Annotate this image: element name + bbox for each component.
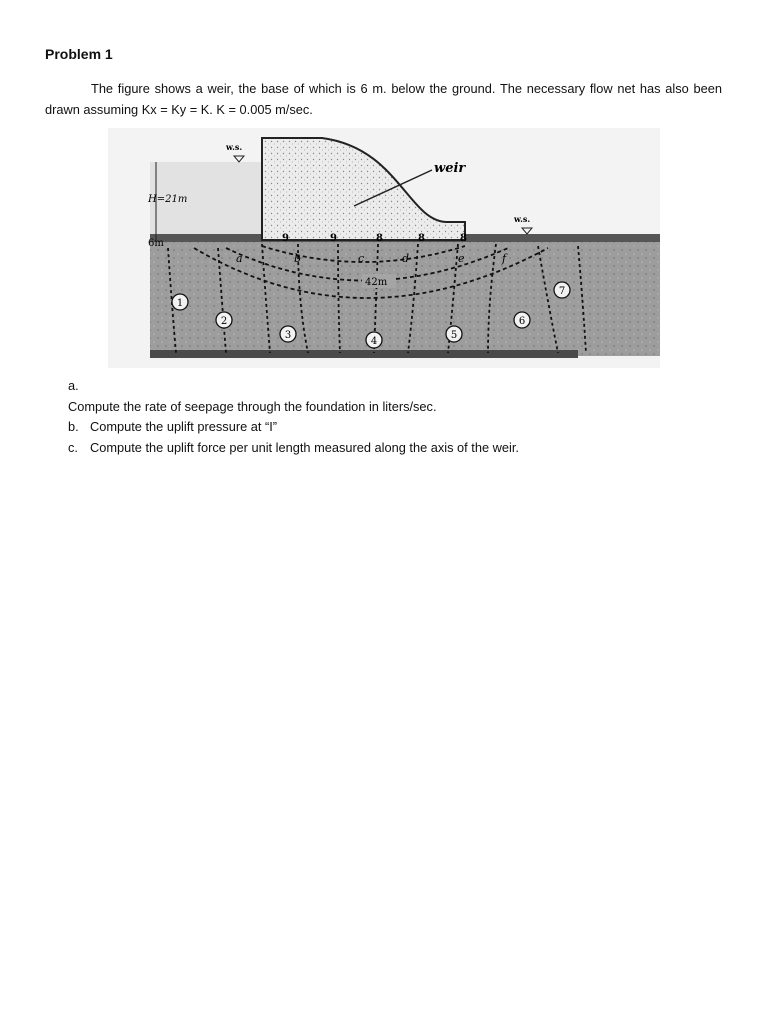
flow-channel-number: 3 [284,330,292,341]
flow-channel-number: 5 [450,330,458,341]
point-label: c [358,252,365,265]
point-label: a [236,252,243,265]
question-a-text: Compute the rate of seepage through the foundation in liters/sec. [68,398,437,414]
problem-statement [45,78,722,120]
question-c [68,438,708,459]
question-c-label: c. [68,439,78,455]
flow-channel-number: 6 [518,316,526,327]
point-label: d [402,252,410,265]
flow-channel-number: 4 [370,336,378,347]
weir-flow-net-figure [108,128,660,368]
drop-label: 8 [376,233,383,244]
flow-channel-number: 1 [176,298,184,309]
question-b [68,417,708,438]
head-label: H=21m [148,194,188,205]
flow-channel-number: 2 [220,316,228,327]
impervious-layer [150,350,578,358]
drop-label: 8 [460,233,467,244]
upstream-ws-label: w.s. [226,142,243,152]
problem-title: Problem 1 [45,46,113,62]
depth-label: 6m [148,238,164,249]
drop-label: 9 [330,233,337,244]
base-width-label: 42m [365,277,388,288]
question-b-text: Compute the uplift pressure at “I” [90,419,278,434]
point-label: f [502,252,507,265]
downstream-ws-label: w.s. [514,214,531,224]
point-label: b [294,252,302,265]
question-a-label: a. [68,378,79,393]
flow-channel-number: 7 [558,286,566,297]
drop-label: 9 [282,233,289,244]
question-b-label: b. [68,419,79,434]
question-list [68,376,708,458]
drop-label: 8 [418,233,425,244]
weir-label: weir [434,161,466,176]
intro-text: The figure shows a weir, the base of which is 6 m. below the ground. The necessary flow net has also been drawn assuming Kx = Ky = K. K = 0.005 m/sec. [45,81,722,117]
point-label: e [458,252,465,265]
question-c-text: Compute the uplift force per unit length measured along the axis of the weir. [90,439,519,455]
